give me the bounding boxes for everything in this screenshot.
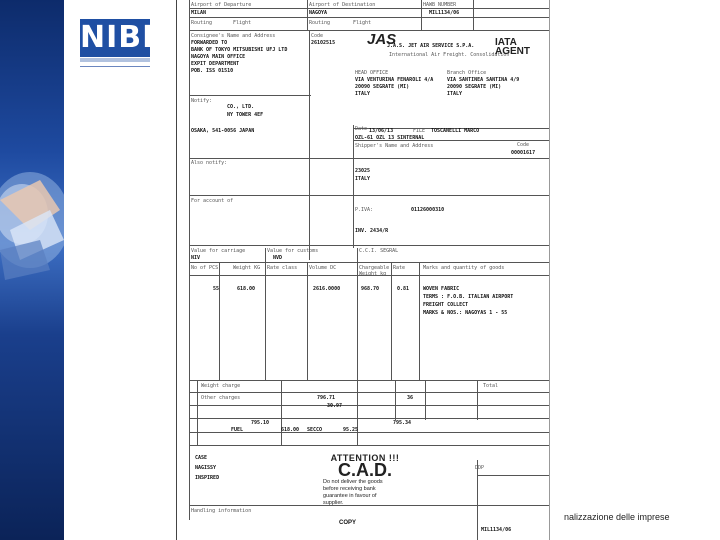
- col-chargeable: Chargeable Weight kg: [359, 265, 390, 277]
- charge-value-3: 30.97: [327, 403, 343, 409]
- airport-destination: NAGOYA: [309, 10, 328, 16]
- inv-value: INV. 2434/R: [355, 228, 389, 234]
- account-label: For account of: [191, 198, 234, 204]
- agent-name: J.A.S. JET AIR SERVICE S.P.A.: [387, 43, 475, 49]
- consignee-line-2: BANK OF TOKYO MITSUBISHI UFJ LTD: [191, 47, 288, 53]
- other-charges-label: Other charges: [201, 395, 241, 401]
- cell-weight: 618.00: [237, 286, 256, 292]
- also-notify-label: Also notify:: [191, 160, 228, 166]
- cad-title: ATTENTION !!!: [330, 453, 400, 463]
- logo-underline: [80, 58, 150, 62]
- value-carriage: NIV: [191, 255, 201, 261]
- flight2-label: Flight: [353, 20, 372, 26]
- total-label: Total: [483, 383, 499, 389]
- slide-caption: nalizzazione delle imprese: [564, 512, 670, 522]
- notify-line-3: OSAKA, 541-0056 JAPAN: [191, 128, 255, 134]
- ddp-label: DDP: [475, 465, 485, 471]
- col-rate: Rate: [393, 265, 406, 271]
- value-customs-label: Value for customs: [267, 248, 319, 254]
- head-office-label: HEAD OFFICE: [355, 70, 389, 76]
- cad-stamp: [315, 455, 415, 507]
- flight-label: Flight: [233, 20, 252, 26]
- cell-chargeable: 968.70: [361, 286, 380, 292]
- goods-line-2: TERMS : F.O.B. ITALIAN AIRPORT: [423, 294, 514, 300]
- iata-text: IATA: [495, 37, 517, 48]
- col-volume: Volume DC: [309, 265, 337, 271]
- logo-rule: [80, 66, 150, 67]
- date-value: 13/06/13: [369, 128, 394, 134]
- notify-line-2: NY TOWER 4EF: [227, 112, 264, 118]
- fabric-swirl-image: [0, 170, 64, 290]
- bottom-line-2: NAGISSY: [195, 465, 217, 471]
- head-office-line-2: 20090 SEGRATE (MI): [355, 84, 410, 90]
- shipper-line-2: ITALY: [355, 176, 371, 182]
- copy-label: COPY: [339, 520, 357, 526]
- consignee-line-4: EXPIT DEPARTMENT: [191, 61, 240, 67]
- charge-value-2: 36: [407, 395, 414, 401]
- goods-line-1: WOVEN FABRIC: [423, 286, 460, 292]
- head-office-line-1: VIA VENTURINA FENAROLI 4/A: [355, 77, 434, 83]
- total-value: 795.34: [393, 420, 412, 426]
- shipper-label: Shipper's Name and Address: [355, 143, 434, 149]
- routing-label: Routing: [191, 20, 213, 26]
- weight-charge-label: Weight charge: [201, 383, 241, 389]
- notify-line-1: CO., LTD.: [227, 104, 255, 110]
- file-label: FILE: [413, 128, 426, 134]
- cad-big: C.A.D.: [338, 460, 392, 480]
- code-value: 26102515: [311, 40, 336, 46]
- iata-logo: [495, 38, 530, 56]
- awb-number-label: HAWB NUMBER: [423, 2, 457, 8]
- value-customs: NVD: [273, 255, 283, 261]
- airport-departure-label: Airport of Departure: [191, 2, 252, 8]
- col-goods: Marks and quantity of goods: [423, 265, 505, 271]
- bottom-line-1: CASE: [195, 455, 208, 461]
- fuel-label: FUEL: [231, 427, 244, 433]
- shipper-line-1: 23025: [355, 168, 371, 174]
- consignee-label: Consignee's Name and Address: [191, 33, 276, 39]
- airport-departure: MILAN: [191, 10, 207, 16]
- agent-sub: International Air Freight. Consolidation: [389, 52, 510, 58]
- nibi-logo: NIBI: [80, 20, 155, 55]
- fuel-value: 618.00: [281, 427, 300, 433]
- code2-label: Code: [517, 142, 530, 148]
- cad-line-2: before receiving bank: [323, 486, 376, 492]
- branch-office-line-2: 20090 SEGRATE (MI): [447, 84, 502, 90]
- date-label: Date: [355, 126, 368, 132]
- jas-logo: JAS: [367, 31, 397, 48]
- vat-value: 01126000310: [411, 207, 445, 213]
- bottom-awb: MIL1134/06: [481, 527, 512, 533]
- charge-value-4: 795.10: [251, 420, 270, 426]
- col-weight: Weight KG: [233, 265, 261, 271]
- file-value: TOSCANELLI MARCO: [431, 128, 480, 134]
- bottom-line-3: INSPIRED: [195, 475, 220, 481]
- value-carriage-label: Value for carriage: [191, 248, 246, 254]
- airport-destination-label: Airport of Destination: [309, 2, 376, 8]
- currency-label: C.C.I. SEGRAL: [359, 248, 399, 254]
- handling-label: Handling information: [191, 508, 252, 514]
- vat-label: P.IVA:: [355, 207, 374, 213]
- consignee-line-1: FORWARDED TO: [191, 40, 228, 46]
- branch-office-label: Branch Office: [447, 70, 487, 76]
- goods-line-3: FREIGHT COLLECT: [423, 302, 469, 308]
- consignee-line-3: NAGOYA MAIN OFFICE: [191, 54, 246, 60]
- cad-line-4: supplier.: [323, 500, 344, 506]
- sector-label: SECCO: [307, 427, 323, 433]
- routing2-label: Routing: [309, 20, 331, 26]
- left-decorative-strip: [0, 0, 64, 540]
- col-rate-class: Rate class: [267, 265, 298, 271]
- goods-line-4: MARKS & NOS.: NAGOYAS 1 - 55: [423, 310, 508, 316]
- charge-value-1: 796.71: [317, 395, 336, 401]
- cad-line-1: Do not deliver the goods: [323, 479, 383, 485]
- cell-pcs: 55: [213, 286, 220, 292]
- sector-value: 95.25: [343, 427, 359, 433]
- iata-agent: AGENT: [495, 46, 530, 57]
- cell-rate: 0.81: [397, 286, 410, 292]
- code2-value: 00001617: [511, 150, 536, 156]
- cad-line-3: guarantee in favour of: [323, 493, 377, 499]
- air-waybill-document: [176, 0, 550, 540]
- notify-label: Notify:: [191, 98, 213, 104]
- consignee-line-5: POB. ISS 01510: [191, 68, 234, 74]
- branch-office-line-3: ITALY: [447, 91, 463, 97]
- head-office-line-3: ITALY: [355, 91, 371, 97]
- code-label: Code: [311, 33, 324, 39]
- branch-office-line-1: VIA SANTINEA SANTINA 4/9: [447, 77, 520, 83]
- awb-number: MIL1134/06: [429, 10, 460, 16]
- cell-volume: 2616.0000: [313, 286, 341, 292]
- col-pcs: No of PCS: [191, 265, 219, 271]
- flight-line: OZL-61 OZL 13 SINTERNAL: [355, 135, 425, 141]
